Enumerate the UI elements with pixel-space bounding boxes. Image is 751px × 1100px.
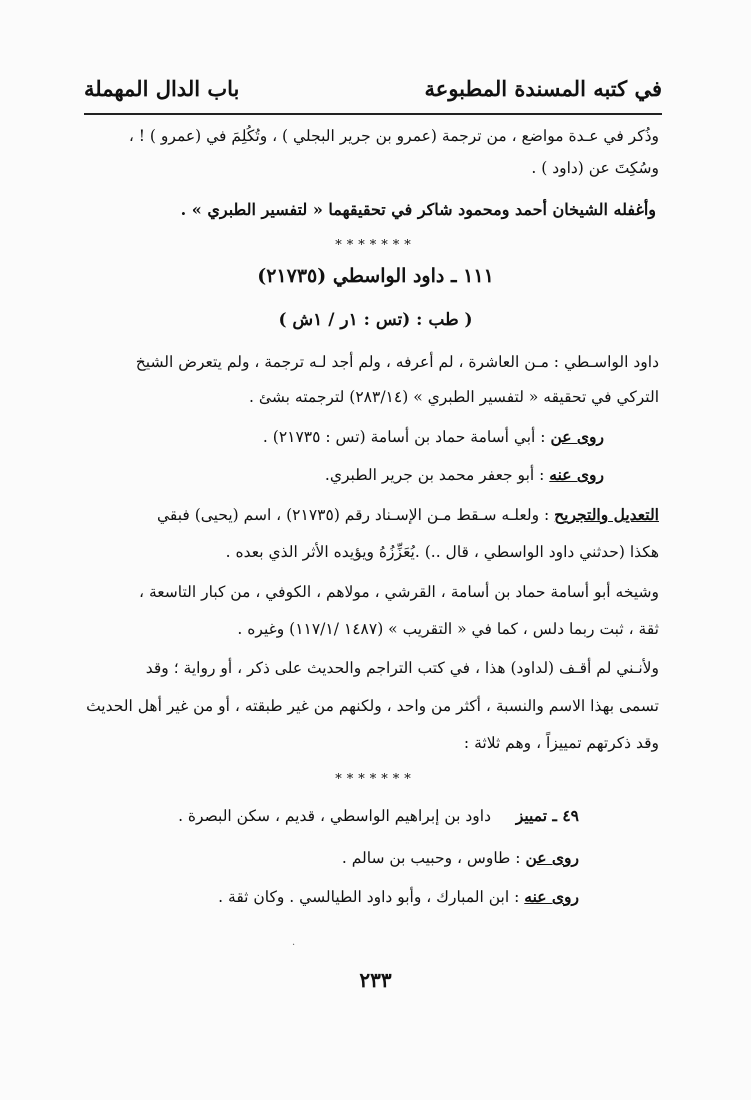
text-line-8: ثقة ، ثبت ربما دلس ، كما في « التقريب » (١٤٨٧ /١١٧/١) وغيره . xyxy=(237,620,659,638)
tadil-line xyxy=(157,503,659,527)
separator-dots-1: ******* xyxy=(335,238,416,253)
tamyiz-narrated-from-text: : طاوس ، وحبيب بن سالم . xyxy=(341,849,526,867)
tadil-label: التعديل والتجريح xyxy=(554,505,659,524)
entry-title: ١١١ ـ داود الواسطي (٢١٧٣٥) xyxy=(257,265,494,287)
narrated-from-line xyxy=(263,425,604,449)
tamyiz-text: داود بن إبراهيم الواسطي ، قديم ، سكن البصرة . xyxy=(178,807,491,825)
text-line-7: وشيخه أبو أسامة حماد بن أسامة ، القرشي ، مولاهم ، الكوفي ، من كبار التاسعة ، xyxy=(139,583,659,601)
tamyiz-narrated-by-line xyxy=(218,885,579,909)
tamyiz-label: ٤٩ ـ تمييز xyxy=(515,806,579,825)
header-rule xyxy=(84,113,662,115)
text-line-11: وقد ذكرتهم تمييزاً ، وهم ثلاثة : xyxy=(463,734,659,752)
narrated-by-line xyxy=(325,463,604,487)
tamyiz-narrated-from-line xyxy=(342,846,579,870)
text-line-4: داود الواسـطي : مـن العاشرة ، لم أعرفه ، ولم أجد لـه ترجمة ، ولم يتعرض الشيخ xyxy=(135,353,659,371)
scan-speck: · xyxy=(292,940,296,951)
narrated-by-text: : أبو جعفر محمد بن جرير الطبري. xyxy=(324,466,550,484)
text-line-1: وذُكر في عـدة مواضع ، من ترجمة (عمرو بن جرير البجلي ) ، وتُكُلِمَ في (عمرو ) ! ، xyxy=(128,127,659,145)
text-line-6: هكذا (حدثني داود الواسطي ، قال ..) .يُعَزِّزُهُ ويؤيده الأثر الذي بعده . xyxy=(225,543,659,561)
entry-reference: ( طب : (تس : ١ر / ١ش ) xyxy=(278,310,473,330)
tamyiz-narrated-by-label: روى عنه xyxy=(524,887,579,906)
text-line-9: ولأنـني لم أقـف (لداود) هذا ، في كتب التراجم والحديث على ذكر ، أو رواية ؛ وقد xyxy=(145,659,659,677)
running-header xyxy=(84,72,662,112)
separator-dots-2: ******* xyxy=(335,772,416,787)
text-line-3: وأغفله الشيخان أحمد ومحمود شاكر في تحقيقهما « لتفسير الطبري » . xyxy=(180,200,656,219)
page-number: ٢٣٣ xyxy=(359,968,392,992)
header-left-title: باب الدال المهملة xyxy=(84,76,240,101)
text-line-10: تسمى بهذا الاسم والنسبة ، أكثر من واحد ، ولكنهم من غير طبقته ، أو من غير أهل الحديث xyxy=(86,697,659,715)
tamyiz-narrated-from-label: روى عن xyxy=(525,848,579,867)
text-line-2: وسُكِتَ عن (داود ) . xyxy=(531,159,659,177)
narrated-by-label: روى عنه xyxy=(549,465,604,484)
narrated-from-text: : أبي أسامة حماد بن أسامة (تس : ٢١٧٣٥) . xyxy=(262,428,551,446)
narrated-from-label: روى عن xyxy=(550,427,604,446)
header-right-title: في كتبه المسندة المطبوعة xyxy=(424,76,662,101)
text-line-5: التركي في تحقيقه « لتفسير الطبري » (٢٨٣/١٤) لترجمته بشئ . xyxy=(249,388,659,406)
tadil-text: : ولعلـه سـقط مـن الإسـناد رقم (٢١٧٣٥) ، اسم (يحيى) فبقي xyxy=(156,506,555,524)
tamyiz-narrated-by-text: : ابن المبارك ، وأبو داود الطيالسي . وكان ثقة . xyxy=(218,888,525,906)
